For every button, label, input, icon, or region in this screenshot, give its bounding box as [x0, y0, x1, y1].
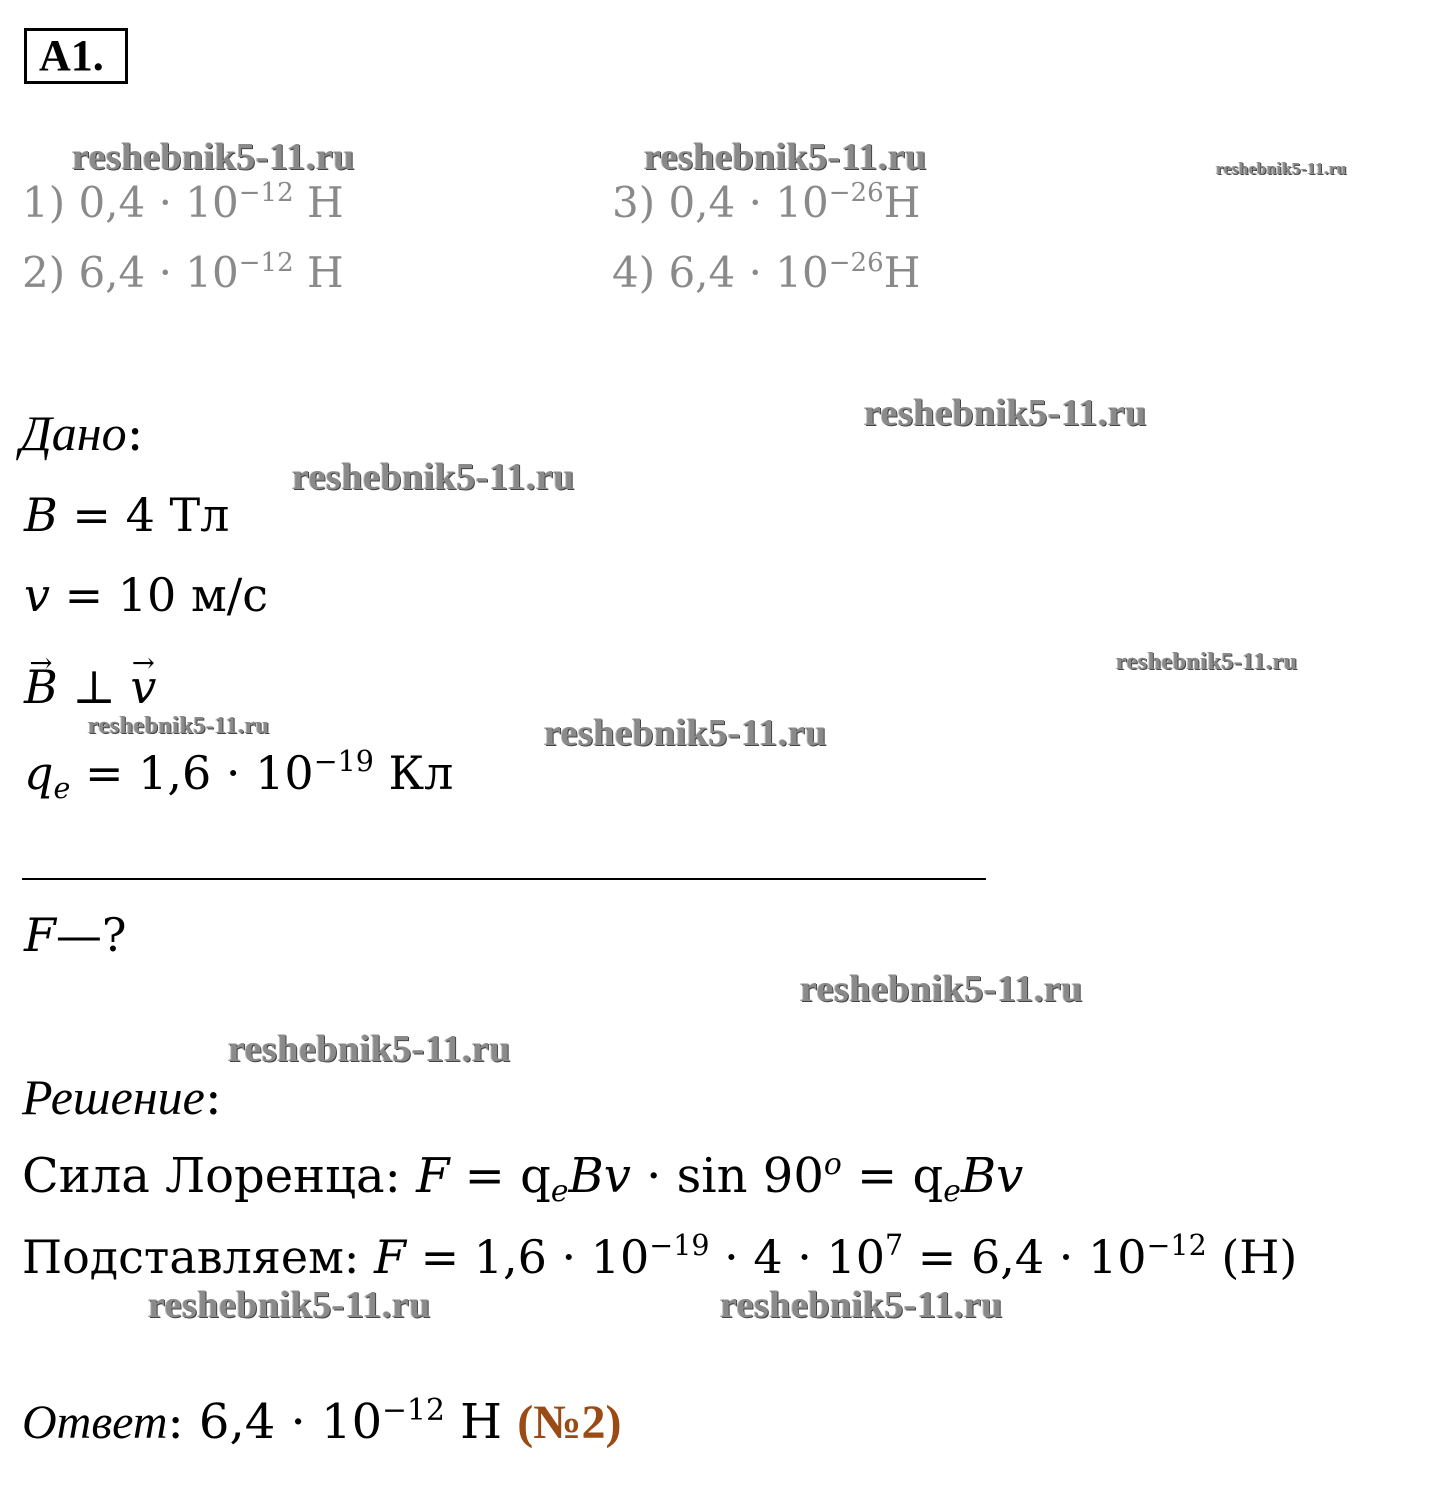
lorentz-formula: Сила Лоренца: $F = q_eBv \cdot \sin 90^o = q_eBv$ — [22, 1146, 1024, 1209]
option-4: 4) $6,4 \cdot 10^{-26}Н$ — [612, 247, 921, 297]
given-divider — [22, 878, 986, 880]
watermark: reshebnik5-11.ru — [800, 968, 1083, 1010]
given-perpendicular: → B ⊥ → v — [24, 664, 156, 710]
watermark: reshebnik5-11.ru — [864, 392, 1147, 434]
answer-tag: (№2) — [517, 1396, 622, 1449]
option-1: 1) $0,4 \cdot 10^{-12}$ Н — [22, 177, 344, 227]
given-v: v = 10 м/с — [24, 568, 268, 622]
find-line: F—? — [24, 908, 127, 962]
given-charge: $q_e = 1,6 \cdot 10^{-19}$ Кл — [24, 745, 454, 805]
watermark: reshebnik5-11.ru — [1116, 649, 1298, 675]
given-heading: Дано: — [20, 404, 144, 462]
substitution-line: Подставляем: $F = 1,6 \cdot 10^{-19} \cdot 4 \cdot 10^7 = 6,4 \cdot 10^{-12}$ (Н) — [22, 1229, 1298, 1284]
task-label: А1. — [24, 28, 128, 84]
option-2: 2) $6,4 \cdot 10^{-12}$ Н — [22, 247, 344, 297]
solution-heading: Решение: — [22, 1068, 222, 1126]
watermark: reshebnik5-11.ru — [1216, 159, 1347, 178]
watermark: reshebnik5-11.ru — [148, 1284, 431, 1326]
watermark: reshebnik5-11.ru — [720, 1284, 1003, 1326]
watermark: reshebnik5-11.ru — [544, 712, 827, 754]
watermark: reshebnik5-11.ru — [228, 1028, 511, 1070]
option-3: 3) $0,4 \cdot 10^{-26}Н$ — [612, 177, 921, 227]
given-b: B = 4 Тл — [24, 488, 230, 542]
answer-line: Ответ: $6,4 \cdot 10^{-12}$ Н (№2) — [22, 1392, 622, 1450]
watermark: reshebnik5-11.ru — [88, 713, 270, 739]
watermark: reshebnik5-11.ru — [72, 136, 355, 178]
watermark: reshebnik5-11.ru — [292, 456, 575, 498]
watermark: reshebnik5-11.ru — [644, 136, 927, 178]
